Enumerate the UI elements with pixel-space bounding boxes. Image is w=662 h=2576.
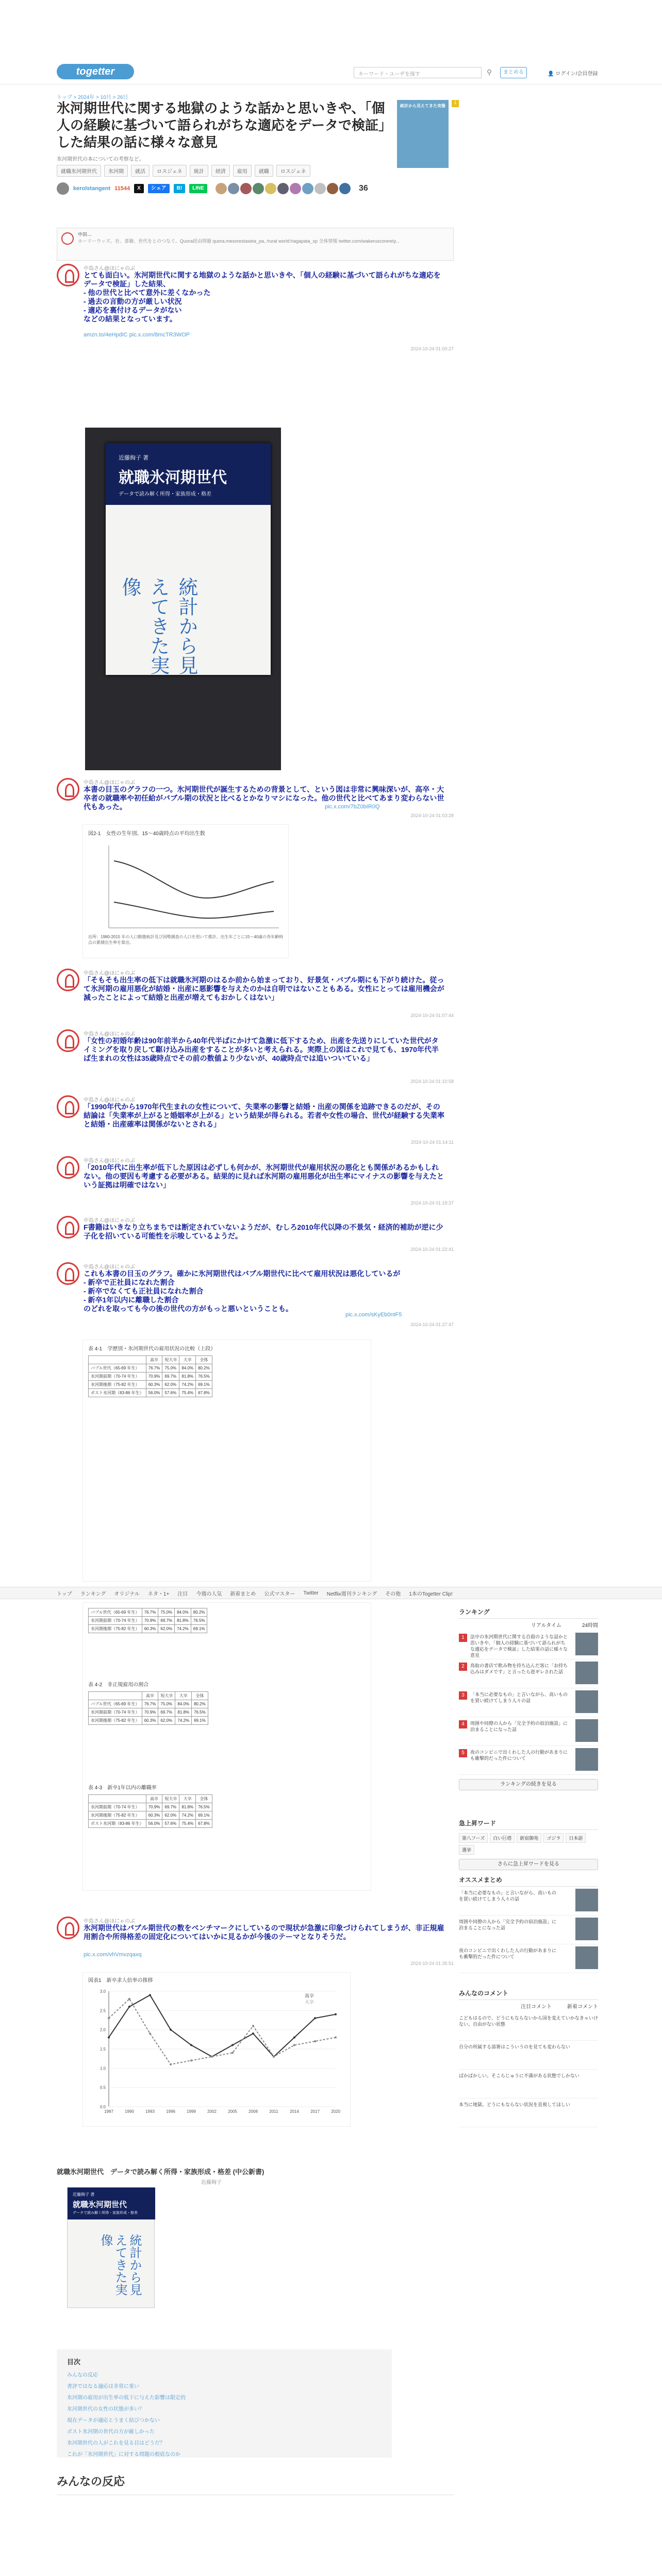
product-author: 近藤絢子 — [201, 2180, 222, 2185]
tweet-avatar[interactable] — [57, 1917, 79, 1939]
ranking-item[interactable] — [459, 1688, 598, 1717]
x-tick-label: 1999 — [187, 2109, 196, 2114]
table-title: 表 4-2 非正規雇用の割合 — [88, 1682, 149, 1688]
data-point — [149, 2032, 151, 2035]
quote-card[interactable] — [57, 228, 454, 261]
data-point — [170, 2063, 172, 2065]
tweet-author[interactable]: 中島さん@ほにゃのぶ — [84, 1919, 135, 1924]
share-line-button[interactable]: LINE — [189, 184, 207, 193]
tweet-date[interactable]: 2024-10-24 01:07:44 — [410, 1013, 454, 1018]
recommend-thumbnail — [575, 1889, 598, 1911]
data-point — [128, 1998, 130, 2000]
tweet-body: 「1990年代から1970年代生まれの女性について、失業率の影響と結婚・出産の関係を追跡できるのだが、その結論は「失業率が上がると婚姻率が上がる」という結果が得られる。若者や女性の場合、世代が経験する失業率と結婚・出産確率は関係がないとされる」 — [84, 1103, 444, 1128]
tag[interactable]: 氷河期 — [104, 165, 128, 177]
search-input[interactable]: キーワード・ユーザを探す — [354, 67, 482, 78]
tweet-author[interactable]: 中島さん@ほにゃのぶ — [84, 780, 135, 786]
book-cover — [106, 443, 271, 675]
tag[interactable]: 経済 — [211, 165, 230, 177]
ranking-item[interactable] — [459, 1717, 598, 1746]
login-link[interactable] — [548, 69, 598, 77]
comments-heading: みんなのコメント — [459, 1989, 598, 2000]
rank-number: 1 — [459, 1634, 467, 1642]
product-title[interactable]: 就職氷河期世代 データで読み解く所得・家族形成・格差 (中公新書) — [57, 2168, 264, 2176]
y-tick-label: 2.5 — [100, 2008, 106, 2013]
x-tick-label: 2002 — [207, 2109, 217, 2114]
data-point — [190, 2044, 192, 2046]
tweet-link[interactable]: amzn.to/4eHpdIC pic.x.com/8mcTR3WOP — [84, 332, 190, 338]
product-cover-author: 近藤絢子 著 — [73, 2192, 95, 2197]
cover-author: 近藤絢子 著 — [119, 455, 149, 461]
keyword-chip[interactable]: 選挙 — [459, 1845, 474, 1855]
toc-item[interactable]: これが「氷河期世代」に対する問題の根底なのか — [67, 2452, 180, 2458]
keyword-chip[interactable]: ゴジラ — [543, 1833, 564, 1843]
site-logo[interactable]: togetter — [57, 64, 134, 79]
toc-item[interactable]: みんなの反応 — [67, 2372, 98, 2378]
x-tick-label: 1993 — [145, 2109, 155, 2114]
recommend-text: 「本当に必要なもの」と言いながら、高いものを買い続けてしまう人々の話 — [459, 1890, 557, 1902]
data-point — [252, 2025, 254, 2027]
table-title: 表 4-1 学歴別・氷河期世代の雇用状況の比較（上段） — [88, 1346, 216, 1352]
tag[interactable]: 就職氷河期世代 — [57, 165, 101, 177]
thumbnail-text: 統計から見えてきた実像 — [400, 104, 445, 108]
recommend-text: 夜のコンビニで出くわした人の行動があまりにも衝撃的だった件について — [459, 1948, 557, 1959]
recommend-text: 周囲や同僚の人から「完全予約の宿泊施設」に泊まることになった話 — [459, 1919, 557, 1930]
tweet — [57, 1262, 454, 1329]
tweet-avatar[interactable] — [57, 778, 79, 801]
nonregular-table: 高卒 短大卒 大卒 全体 バブル世代（65-69 年生） 76.7% 75.0% 84.0% 80.2% 氷河期前期（70-74 年生） 70.9% 69.7% 81.8% 76.5% 氷河期後期（75-82 年生） 60.3% 62.0% 74.2% 69.1% — [88, 1691, 208, 1725]
job-offer-chart[interactable] — [82, 1972, 351, 2127]
data-point — [273, 2056, 275, 2058]
y-tick-label: 1.0 — [100, 2066, 106, 2071]
ranking-heading: ランキング — [459, 1607, 598, 1619]
view-count: 11544 — [114, 185, 130, 192]
tweet — [57, 778, 454, 819]
tag[interactable]: ロスジェネ — [153, 165, 187, 177]
ranking-thumbnail — [575, 1633, 598, 1655]
favorite-count: 36 — [358, 184, 368, 193]
x-tick-label: 2020 — [331, 2109, 340, 2114]
data-point — [108, 2017, 110, 2019]
data-point — [314, 2017, 316, 2019]
rank-number: 4 — [459, 1720, 467, 1728]
tweet-author[interactable]: 中島さん@ほにゃのぶ — [84, 1097, 135, 1103]
cover-subtitle: データで読み解く所得・家族形成・格差 — [119, 492, 211, 497]
toc-item[interactable]: 書評ではなる適応は非常に重い — [67, 2384, 139, 2389]
sidebar-keywords — [459, 1819, 598, 1870]
x-tick-label: 2017 — [310, 2109, 320, 2114]
data-point — [149, 1994, 151, 1996]
nav-item[interactable]: Twitter — [303, 1590, 319, 1596]
rank-number: 2 — [459, 1663, 467, 1671]
keyword-chip[interactable]: 日本語 — [566, 1833, 586, 1843]
y-tick-label: 0.0 — [100, 2105, 106, 2109]
tweet-avatar[interactable] — [57, 1156, 79, 1179]
data-point — [335, 2037, 337, 2039]
tweet-avatar[interactable] — [57, 1262, 79, 1285]
comment-item[interactable] — [459, 2098, 598, 2127]
tweet-body: 「2010年代に出生率が低下した原因は必ずしも何かが、氷河期世代が雇用状況の悪化とも関係があるかもしれない。他の要因も考慮する必要がある。結果的に見れば氷河期の雇用悪化が出生率にマイナスの影響を与えたという証拠は明確ではない」 — [84, 1163, 444, 1189]
data-point — [108, 2037, 110, 2039]
tweet-date[interactable]: 2024-10-24 01:27:47 — [410, 1322, 454, 1327]
recommend-thumbnail — [575, 1918, 598, 1940]
ranking-item[interactable] — [459, 1746, 598, 1775]
tweet-date[interactable]: 2024-10-24 01:03:28 — [410, 813, 454, 818]
ranking-tab[interactable]: 24時間 — [582, 1623, 598, 1629]
ranking-thumbnail — [575, 1662, 598, 1684]
tweet-avatar[interactable] — [57, 1029, 79, 1052]
page-subtitle: 氷河期世代の本についての考察など。 — [57, 157, 144, 162]
cover-headline: 統計から見えてきた実像 — [119, 577, 198, 675]
legend-entry: 高卒 — [305, 1993, 315, 1998]
quote-avatar — [61, 232, 74, 245]
tweet-body: 「そもそも出生率の低下は就職氷河期のはるか前から始まっており、好景気・バブル期にも下がり続けた。従って氷河期の雇用悪化が結婚・出産に悪影響を与えたのかは自明ではないこともある。女性にとっては雇用機会が減ったことによって結婚と出産が増えてもおかしくはない」 — [84, 976, 444, 1002]
tweet-author[interactable]: 中島さん@ほにゃのぶ — [84, 1158, 135, 1164]
recommend-item[interactable] — [459, 1944, 598, 1973]
comments-tab[interactable]: 新着コメント — [567, 2004, 598, 2010]
ranking-text: 「本当に必要なもの」と言いながら、高いものを買い続けてしまう人々の話 — [470, 1692, 568, 1703]
toc-item[interactable]: 現在データが適応とうまく結びつかない — [67, 2418, 160, 2424]
tweet-link[interactable]: pic.x.com/vhVmvzqaxq — [84, 1952, 142, 1958]
keywords-heading: 急上昇ワード — [459, 1819, 598, 1830]
nav-item[interactable]: 公式マスター — [264, 1591, 295, 1597]
x-tick-label: 2008 — [249, 2109, 258, 2114]
tweet-avatar[interactable] — [57, 1095, 79, 1118]
nav-item[interactable]: Netflix週刊ランキング — [326, 1591, 377, 1597]
tweet-author[interactable]: 中島さん@ほにゃのぶ — [84, 1031, 135, 1037]
rank-number: 5 — [459, 1749, 467, 1757]
tag-list — [57, 165, 387, 177]
nav-item[interactable]: ネタ・1+ — [147, 1591, 170, 1597]
tweet-body: F書籍はいきなり立ちまちでは断定されていないようだが、むしろ2010年代以降の不景気・経済的補助が逆に少子化を招いている可能性を示唆しているようだ。 — [84, 1223, 443, 1240]
keyword-chip[interactable]: 白い巨塔 — [490, 1833, 515, 1843]
figure-caption: 出所：1980-2015 年の人口動態統計及び国勢調査の人口を用いて推計。出生年ごとに15～40歳の各年齢時点の累積出生率を算出。 — [88, 935, 284, 945]
avatar[interactable] — [57, 182, 69, 195]
toc-heading: 目次 — [67, 2358, 81, 2366]
toc-item[interactable]: 氷河期世代の人がこれを見る目はどうだ？ — [67, 2441, 165, 2446]
rank-badge: 1 — [452, 100, 459, 107]
y-tick-label: 1.5 — [100, 2047, 106, 2052]
tweet-body: これも本書の目玉のグラフ。確かに氷河期世代はバブル期世代に比べて雇用状況は悪化しているが - 新卒で正社員になれた割合 - 新卒でなくても正社員になれた割合 - 新卒1年以内に離職した割合 のどれを取っても今の後の世代の方がもっと悪いということも。 — [84, 1269, 401, 1313]
author-name[interactable]: kerolstangent — [73, 185, 111, 192]
recommend-heading: オススメまとめ — [459, 1875, 598, 1887]
ranking-item[interactable] — [459, 1659, 598, 1688]
ranking-text: 法中の氷河期世代に関する自殺のような話かと思いきや、「個人の経験に基づいて語られがちな適応をデータで検証」した結果の話に様々な意見 — [470, 1634, 568, 1658]
product-cover-headline: 統計から見えてきた実像 — [98, 2234, 142, 2296]
nav-item[interactable]: 注目 — [177, 1591, 188, 1597]
x-tick-label: 1987 — [104, 2109, 113, 2114]
share-facebook-button[interactable]: シェア — [148, 184, 170, 193]
category-navbar — [0, 1587, 662, 1599]
ranking-thumbnail — [575, 1719, 598, 1742]
x-tick-label: 2014 — [290, 2109, 299, 2114]
tweet-date[interactable]: 2024-10-24 01:22:41 — [410, 1247, 454, 1252]
tweet — [57, 1029, 454, 1086]
data-point — [335, 2013, 337, 2015]
tweet-author[interactable]: 中島さん@ほにゃのぶ — [84, 1264, 135, 1270]
share-hatena-button[interactable]: B! — [174, 184, 186, 193]
nav-item[interactable]: 1本のTogetter Clip! — [409, 1591, 453, 1597]
sidebar-comments — [459, 1989, 598, 2127]
x-tick-label: 2011 — [269, 2109, 278, 2114]
tweet-date[interactable]: 2024-10-24 01:19:37 — [410, 1200, 454, 1206]
tweet-link[interactable]: pic.x.com/sKyEb0ntF5 — [345, 1312, 402, 1318]
tweet-body: 本書の目玉のグラフの一つ。氷河期世代が誕生するための背景として、という図は非常に興味深いが、高卒・大卒者の就職率や初任給がバブル期の状況と比べるとかなりマシになった。他の世代と比べてあまり変わらない世代もあった。 — [84, 785, 444, 811]
comment-text: 自分の所属する部署はこういうのを見ても変わらない — [459, 2044, 571, 2049]
comment-item[interactable] — [459, 2070, 598, 2098]
toc-item[interactable]: ポスト氷河期の世代の方が厳しかった — [67, 2429, 155, 2435]
tweet-avatar[interactable] — [57, 969, 79, 991]
ranking-thumbnail — [575, 1748, 598, 1771]
y-tick-label: 3.0 — [100, 1989, 106, 1994]
tweet-date[interactable]: 2024-10-24 01:10:58 — [410, 1079, 454, 1084]
tweet-date[interactable]: 2024-10-24 01:14:11 — [411, 1140, 454, 1145]
data-point — [211, 2056, 213, 2058]
keyword-chip[interactable]: 第八フーズ — [459, 1833, 488, 1843]
breadcrumb[interactable]: トップ > 2024年 > 10月 > 26日 — [57, 95, 128, 100]
tag[interactable]: ロスジェネ — [276, 165, 310, 177]
nav-item[interactable]: その他 — [385, 1591, 401, 1597]
toc-item[interactable]: 氷河期の雇用が出生率の低下に与えた影響は限定的 — [67, 2395, 186, 2401]
data-point — [252, 2032, 254, 2035]
tweet-author[interactable]: 中島さん@ほにゃのぶ — [84, 266, 135, 272]
nav-item[interactable]: ランキング — [80, 1591, 106, 1597]
ranking-thumbnail — [575, 1690, 598, 1713]
tweet-date[interactable]: 2024-10-24 01:35:51 — [410, 1961, 454, 1966]
product-cover-title: 就職氷河期世代 — [73, 2200, 127, 2209]
x-tick-label: 2005 — [228, 2109, 237, 2114]
figure-employment-tables[interactable] — [82, 1340, 371, 1582]
thumbnail-image — [397, 100, 449, 168]
ranking-tab[interactable]: リアルタイム — [531, 1623, 561, 1629]
keyword-chip[interactable]: 新宿御苑 — [517, 1833, 541, 1843]
quote-text: ホーリーウッズ、社、書籍、世代をとのつなぐ。Quora経由問題 quora.mesorestaseta_pa, /rural world:hagapata_sp 全体情報 twitter.com/wakeruscorerely... — [78, 239, 400, 244]
employment-table: 高卒 短大卒 大卒 全体 バブル世代（65-69 年生） 76.7% 75.0% 84.0% 80.2% 氷河期前期（70-74 年生） 70.9% 69.7% 81.8% 76.5% 氷河期後期（75-82 年生） 60.3% 62.0% 74.2% 69.1% ポスト氷河期（83-86 年生） 56.0% 57.6% 75.4% 67.8% — [88, 1355, 212, 1397]
ranking-text: 夜のコンビニで出くわした人の行動があまりにも衝撃的だった件について — [470, 1750, 568, 1761]
ranking-text: 鳥取の書店で飲み物を持ち込んだ客に「お持ち込みはダメです」と言ったら逆ギレされた話 — [470, 1663, 568, 1674]
table-title: 表 4-3 新卒1年以内の離職率 — [88, 1785, 157, 1791]
figure-title: 図2-1 女性の生年別、15～40歳時点の平均出生数 — [88, 831, 205, 837]
login-label: ログイン/会員登録 — [555, 71, 598, 77]
search-icon[interactable]: ⚲ — [486, 68, 492, 76]
figure-employment-tables-2[interactable] — [82, 1602, 371, 1891]
turnover-table: 高卒 短大卒 大卒 全体 氷河期前期（70-74 年生） 70.9% 69.7% 81.8% 76.5% 氷河期後期（75-82 年生） 60.3% 62.0% 74.2% 69.1% ポスト氷河期（83-86 年生） 56.0% 57.6% 75.4% 67.8% — [88, 1794, 212, 1828]
tweet-author[interactable]: 中島さん@ほにゃのぶ — [84, 1218, 135, 1224]
book-photo[interactable] — [85, 428, 281, 770]
series-line — [109, 1995, 336, 2056]
data-point — [190, 2059, 192, 2061]
sidebar-recommend — [459, 1875, 598, 1973]
x-tick-label: 1990 — [125, 2109, 134, 2114]
y-tick-label: 2.0 — [100, 2027, 106, 2032]
comments-tab[interactable]: 注目コメント — [521, 2004, 552, 2010]
tweet — [57, 1216, 454, 1254]
data-point — [314, 2040, 316, 2042]
product-card[interactable] — [57, 2166, 454, 2296]
figure-birth-rate[interactable] — [82, 824, 289, 958]
data-point — [231, 2044, 234, 2046]
data-point — [128, 2006, 130, 2008]
more-keywords-button[interactable]: さらに急上昇ワードを見る — [459, 1859, 598, 1870]
tweet-body: とても面白い。氷河期世代に関する地獄のような話かと思いきや、「個人の経験に基づいて語られがちな適応をデータで検証」した結果、 - 他の世代と比べて意外に差くなかった - 過去の言動の方が厳しい状況 - 適応を裏付けるデータがない などの結果となっています。 — [84, 271, 441, 323]
tag[interactable]: 雇用 — [233, 165, 252, 177]
tweet — [57, 1917, 454, 1968]
data-point — [293, 2044, 295, 2046]
share-x-button[interactable]: X — [134, 184, 144, 193]
tweet-date[interactable]: 2024-10-24 01:00:27 — [410, 346, 454, 351]
favorite-avatars[interactable] — [216, 183, 351, 194]
tweet-avatar[interactable] — [57, 264, 79, 286]
y-tick-label: 0.5 — [100, 2085, 106, 2090]
quote-name: 中田… — [78, 232, 92, 237]
nav-item[interactable]: オリジナル — [114, 1591, 140, 1597]
data-point — [293, 2037, 295, 2039]
nav-item[interactable]: 新着まとめ — [230, 1591, 256, 1597]
tweet-body: 「女性の初婚年齢は90年前半から40年代半ばにかけて急激に低下するため、出産を先送りにしていた世代がタイミングを取り戻して駆け込み出産をすることが多いと考えられる。実際上の図はこれで見ても、1970年代半ば生まれの女性は35歳時点でその前の数値より少ないが、40歳時点では追いついている」 — [84, 1037, 439, 1062]
more-ranking-button[interactable]: ランキングの続きを見る — [459, 1779, 598, 1790]
ranking-text: 周囲や同僚の人から「完全予約の宿泊施設」に泊まることになった話 — [470, 1721, 568, 1732]
product-cover[interactable] — [67, 2187, 155, 2308]
tweet-link[interactable]: pic.x.com/7bZ0bIR0Q — [325, 804, 380, 810]
tweet-avatar[interactable] — [57, 1216, 79, 1239]
recommend-item[interactable] — [459, 1916, 598, 1944]
tweet — [57, 264, 454, 434]
tweet — [57, 1156, 454, 1208]
comment-text: こどもはるので、どうにもならないから国を変えていかなきゃいけない。自由がない状態 — [459, 2015, 598, 2027]
tag[interactable]: 就職 — [255, 165, 273, 177]
comment-item[interactable] — [459, 2012, 598, 2041]
data-point — [231, 2052, 234, 2054]
recommend-thumbnail — [575, 1946, 598, 1969]
chart-svg — [83, 1973, 351, 2127]
tweet-body: 氷河期世代はバブル期世代の数をベンチマークにしているので現状が急激に印象づけられてしまうが、非正規雇用割合や所得格差の固定化についてはいかに見るかが今後のテーマとなりそうだ。 — [84, 1924, 444, 1941]
user-icon: 👤 — [548, 71, 554, 77]
nav-item[interactable]: 今週の人気 — [196, 1591, 222, 1597]
create-button[interactable]: まとめる — [500, 67, 527, 78]
x-tick-label: 1996 — [166, 2109, 175, 2114]
series-line — [109, 1999, 336, 2064]
cover-title: 就職氷河期世代 — [119, 469, 227, 487]
recommend-item[interactable] — [459, 1887, 598, 1916]
author-bar — [57, 181, 454, 196]
comment-item[interactable] — [459, 2041, 598, 2070]
table-of-contents — [57, 2349, 392, 2458]
chart-title: 図表1 新卒求人倍率の推移 — [88, 1978, 153, 1984]
employment-table-2: バブル世代（65-69 年生） 76.7% 75.0% 84.0% 80.2% 氷河期前期（70-74 年生） 70.9% 69.7% 81.8% 76.5% 氷河期後期（75-82 年生） 60.3% 62.0% 74.2% 69.1% — [88, 1608, 207, 1633]
toc-item[interactable]: 氷河期世代の女性の状態が多い？ — [67, 2406, 144, 2412]
legend-entry: 大卒 — [305, 1999, 315, 2005]
nav-item[interactable]: トップ — [57, 1591, 72, 1597]
data-point — [170, 2029, 172, 2031]
reactions-section — [57, 2473, 454, 2489]
ranking-item[interactable] — [459, 1631, 598, 1659]
tweet-author[interactable]: 中島さん@ほにゃのぶ — [84, 971, 135, 976]
tweet — [57, 1095, 454, 1147]
reactions-heading: みんなの反応 — [57, 2475, 125, 2488]
tag[interactable]: 統計 — [190, 165, 208, 177]
rank-number: 3 — [459, 1691, 467, 1700]
product-cover-subtitle: データで読み解く所得・家族形成・格差 — [73, 2211, 138, 2215]
comment-text: ばかばかしい。そこらじゅうに不満がある状態でしかない — [459, 2073, 580, 2078]
page-title: 氷河期世代に関する地獄のような話かと思いきや、「個人の経験に基づいて語られがちな適応をデータで検証」した結果の話に様々な意見 — [57, 100, 386, 150]
comment-text: 本当に地獄。どうにもならない状況を直視してほしい — [459, 2102, 571, 2107]
sidebar-ranking — [459, 1607, 598, 1790]
tag[interactable]: 就活 — [131, 165, 150, 177]
tweet — [57, 969, 454, 1020]
